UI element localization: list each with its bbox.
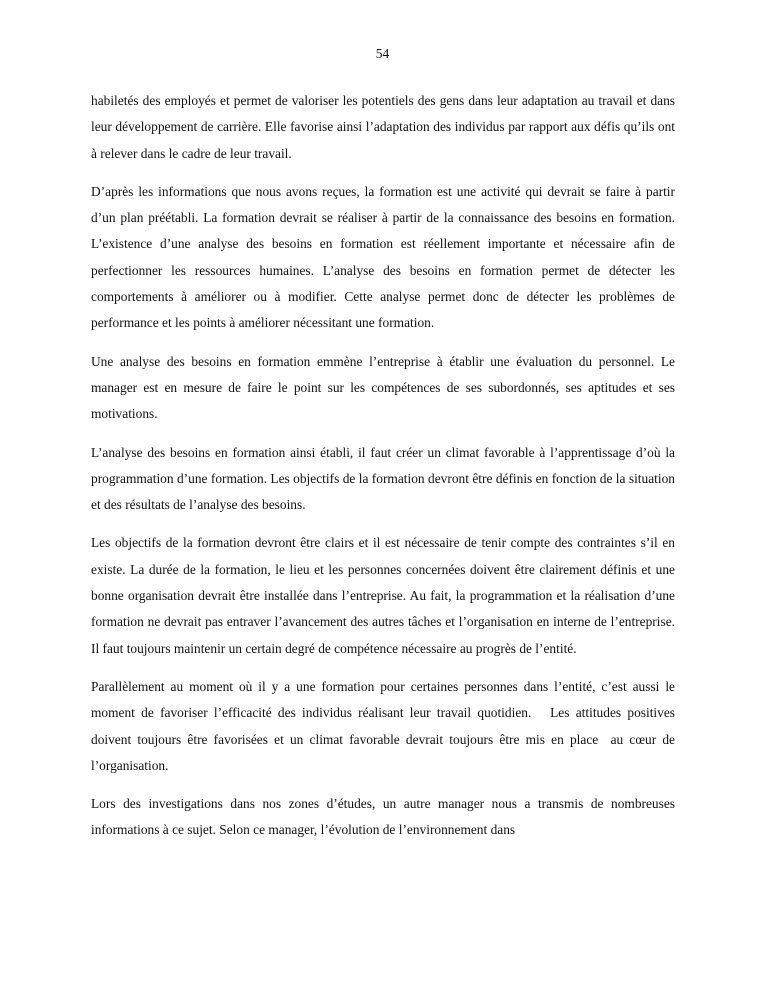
- paragraph-5: Les objectifs de la formation devront être clairs et il est nécessaire de tenir compte des contraintes s’il en existe. La durée de la formation, le lieu et les personnes concernées doivent être clairement définis et une bonne organisation devrait être installée dans l’entreprise. Au fait, la programmation et la réalisation d’une formation ne devrait pas entraver l’avancement des autres tâches et l’organisation en interne de l’entreprise. Il faut toujours maintenir un certain degré de compétence nécessaire au progrès de l’entité.: [91, 535, 675, 656]
- page-number: 54: [375, 46, 390, 61]
- paragraph-1: habiletés des employés et permet de valoriser les potentiels des gens dans leur adaptation au travail et dans leur développement de carrière. Elle favorise ainsi l’adaptation des individus par rapport aux défis qu’ils ont à relever dans le cadre de leur travail.: [91, 93, 675, 161]
- body-text: [91, 88, 679, 856]
- paragraph-7: Lors des investigations dans nos zones d’études, un autre manager nous a transmis de nombreuses informations à ce sujet. Selon ce manager, l’évolution de l’environnement dans: [91, 796, 675, 838]
- paragraph-3: Une analyse des besoins en formation emmène l’entreprise à établir une évaluation du personnel. Le manager est en mesure de faire le point sur les compétences de ses subordonnés, ses aptitudes et ses motivations.: [91, 353, 675, 422]
- paragraph-4: L’analyse des besoins en formation ainsi établi, il faut créer un climat favorable à l’apprentissage d’où la programmation d’une formation. Les objectifs de la formation devront être définis en fonction de la situation et des résultats de l’analyse des besoins.: [91, 444, 675, 513]
- paragraph-2: D’après les informations que nous avons reçues, la formation est une activité qui devrait se faire à partir d’un plan préétabli. La formation devrait se réaliser à partir de la connaissance des besoins en formation. L’existence d’une analyse des besoins en formation est réellement importante et nécessaire afin de perfectionner les ressources humaines. L’analyse des besoins en formation permet de détecter les comportements à améliorer ou à modifier. Cette analyse permet donc de détecter les problèmes de performance et les points à améliorer nécessitant une formation.: [91, 183, 675, 331]
- paragraph-6: Parallèlement au moment où il y a une formation pour certaines personnes dans l’entité, c’est aussi le moment de favoriser l’efficacité des individus réalisant leur travail quotidien. Les attitudes positives doivent toujours être favorisées et un climat favorable devrait toujours être mis en place au cœur de l’organisation.: [91, 678, 679, 773]
